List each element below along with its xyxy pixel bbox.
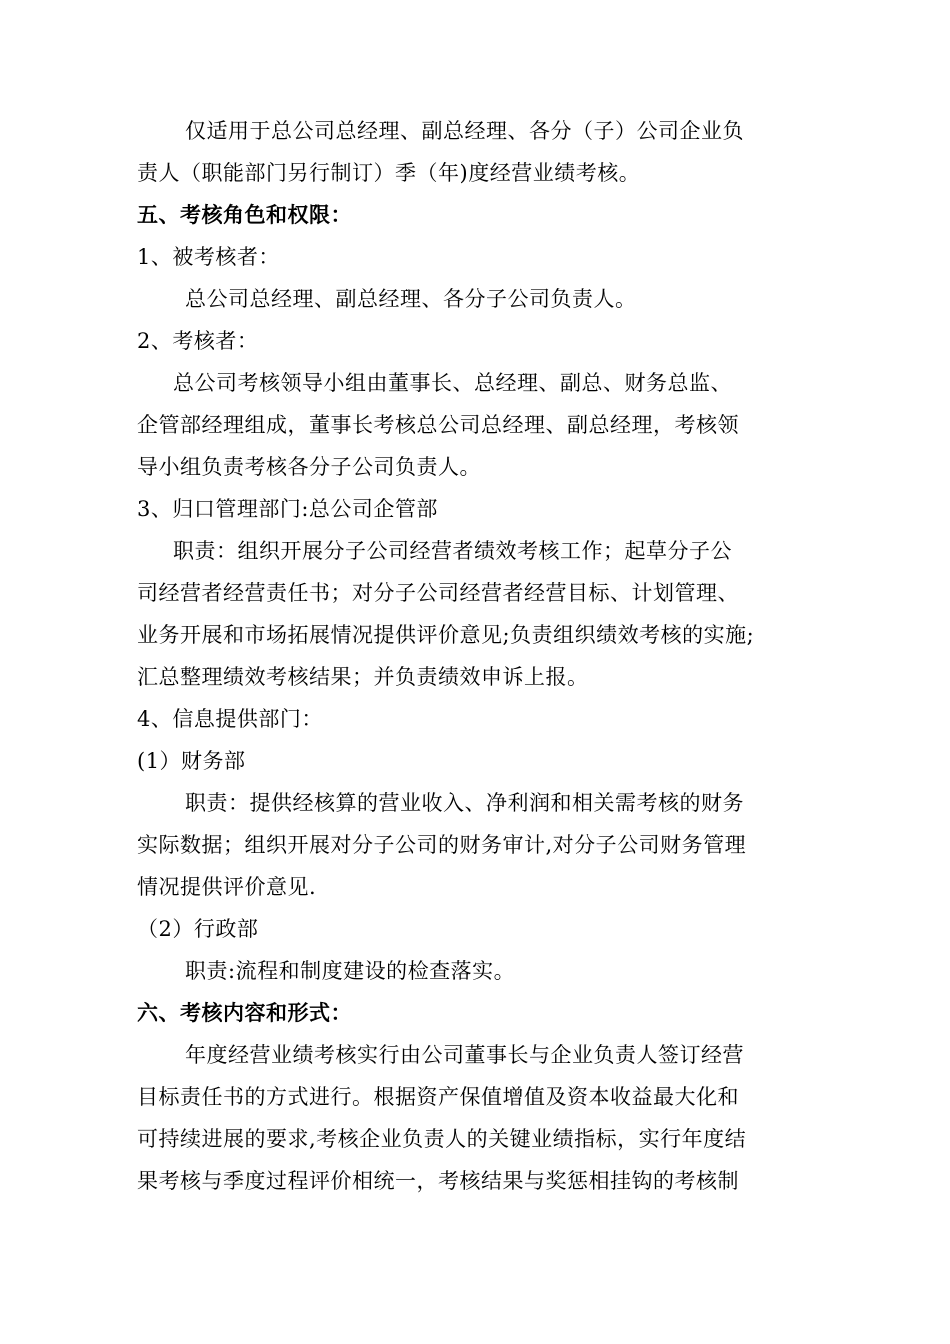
paragraph-duty-line-2: 司经营者经营责任书；对分子公司经营者经营目标、计划管理、 bbox=[137, 581, 739, 605]
paragraph-scope-line-2: 责人（职能部门另行制订）季（年)度经营业绩考核。 bbox=[137, 161, 641, 185]
paragraph-content-line-2: 目标责任书的方式进行。根据资产保值增值及资本收益最大化和 bbox=[137, 1085, 739, 1109]
paragraph-assessor-line-3: 导小组负责考核各分子公司负责人。 bbox=[137, 455, 481, 479]
paragraph-finance-line-1: 职责：提供经核算的营业收入、净利润和相关需考核的财务 bbox=[185, 791, 744, 815]
paragraph-content-line-4: 果考核与季度过程评价相统一，考核结果与奖惩相挂钩的考核制 bbox=[137, 1169, 739, 1193]
paragraph-assessor-line-2: 企管部经理组成，董事长考核总公司总经理、副总经理，考核领 bbox=[137, 413, 739, 437]
paragraph-content-line-1: 年度经营业绩考核实行由公司董事长与企业负责人签订经营 bbox=[185, 1043, 744, 1067]
paragraph-assessor-line-1: 总公司考核领导小组由董事长、总经理、副总、财务总监、 bbox=[173, 371, 732, 395]
paragraph-duty-line-1: 职责：组织开展分子公司经营者绩效考核工作；起草分子公 bbox=[173, 539, 732, 563]
paragraph-finance-line-2: 实际数据；组织开展对分子公司的财务审计,对分子公司财务管理 bbox=[137, 833, 747, 857]
section-heading-roles: 五、考核角色和权限： bbox=[137, 202, 352, 227]
subitem-admin: （2）行政部 bbox=[137, 917, 259, 941]
paragraph-assessed: 总公司总经理、副总经理、各分子公司负责人。 bbox=[185, 287, 637, 311]
section-heading-content: 六、考核内容和形式： bbox=[137, 1000, 352, 1025]
item-assessor: 2、考核者： bbox=[137, 329, 259, 353]
paragraph-content-line-3: 可持续进展的要求,考核企业负责人的关键业绩指标，实行年度结 bbox=[137, 1127, 747, 1151]
paragraph-duty-line-3: 业务开展和市场拓展情况提供评价意见;负责组织绩效考核的实施; bbox=[137, 623, 755, 647]
subitem-finance: (1）财务部 bbox=[137, 749, 246, 773]
paragraph-admin: 职责:流程和制度建设的检查落实。 bbox=[185, 959, 516, 983]
item-assessed: 1、被考核者： bbox=[137, 245, 280, 269]
item-management-dept: 3、归口管理部门:总公司企管部 bbox=[137, 497, 438, 521]
item-info-dept: 4、信息提供部门： bbox=[137, 707, 323, 731]
paragraph-scope-line-1: 仅适用于总公司总经理、副总经理、各分（子）公司企业负 bbox=[185, 119, 744, 143]
paragraph-duty-line-4: 汇总整理绩效考核结果；并负责绩效申诉上报。 bbox=[137, 665, 589, 689]
paragraph-finance-line-3: 情况提供评价意见. bbox=[137, 875, 317, 899]
